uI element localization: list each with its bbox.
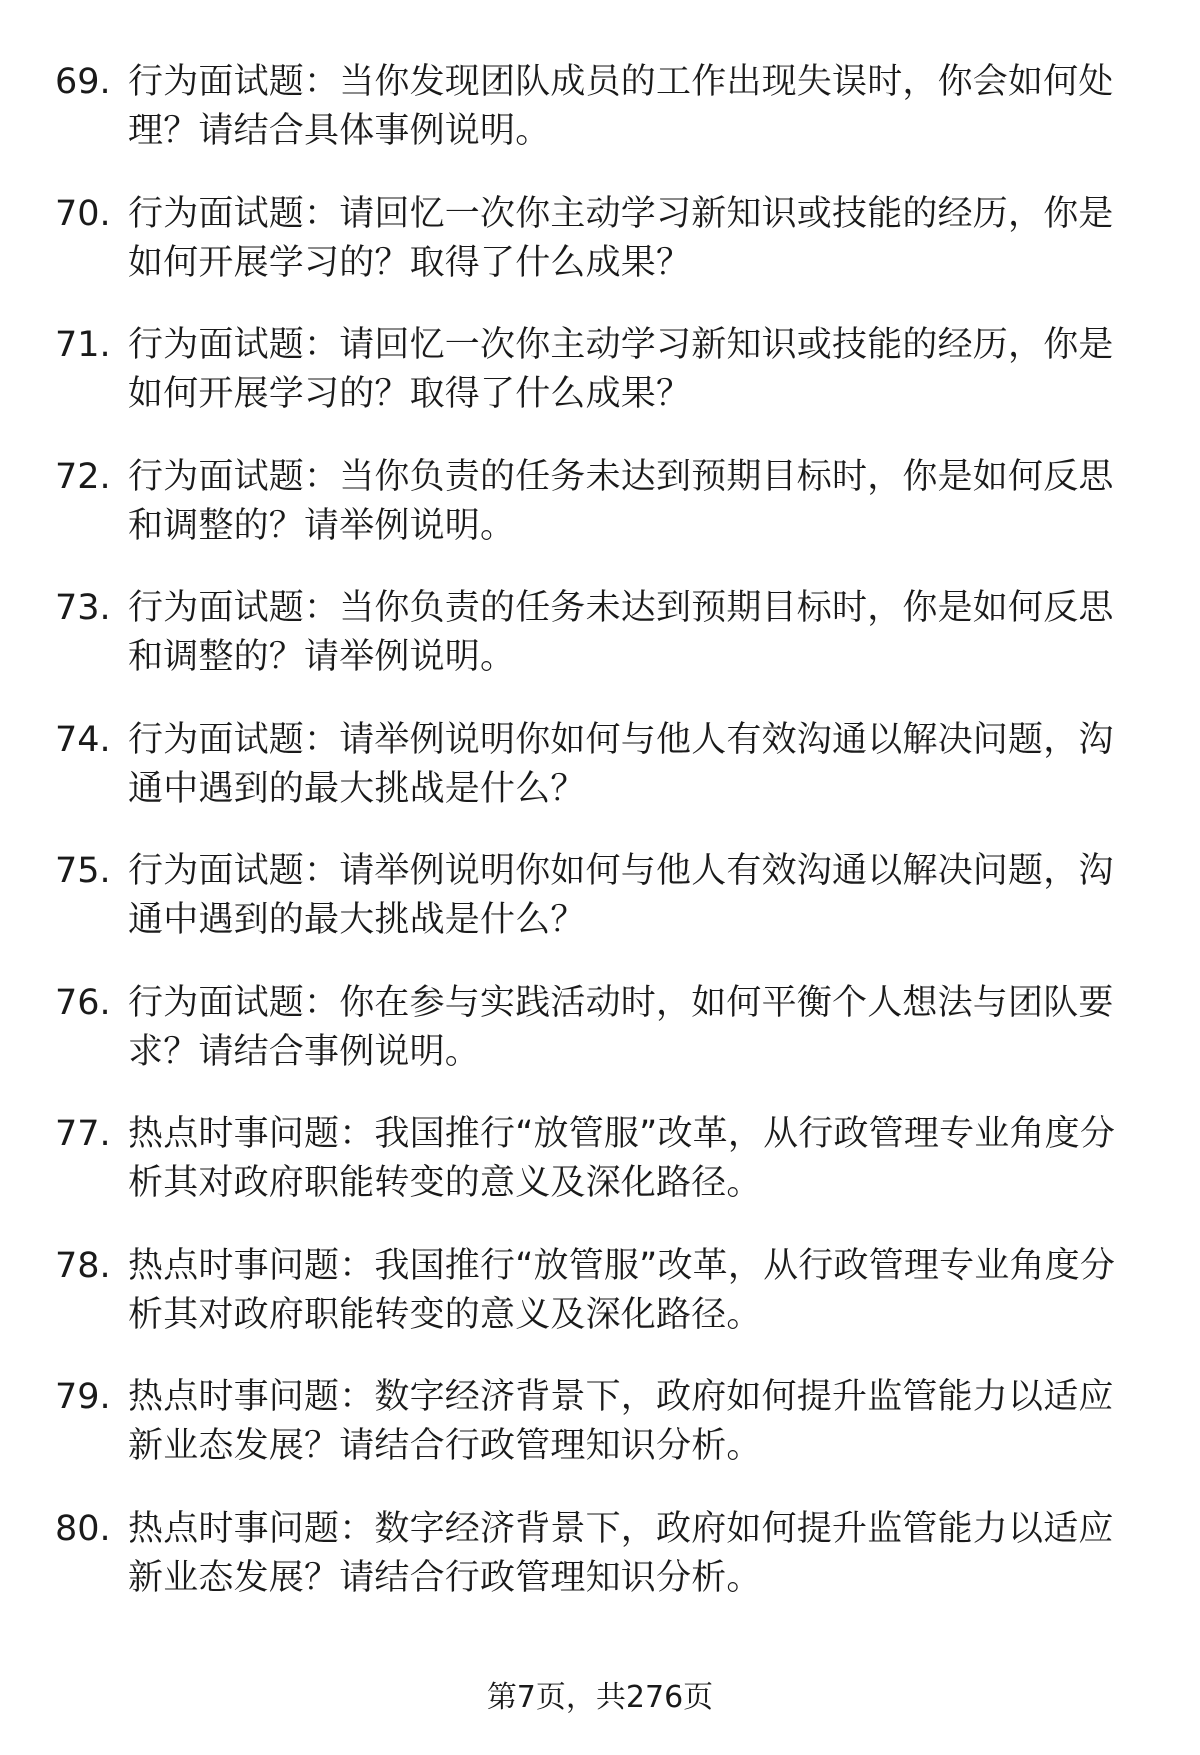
question-text: 行为面试题：当你负责的任务未达到预期目标时，你是如何反思和调整的？请举例说明。: [128, 456, 1114, 546]
question-text: 行为面试题：请回忆一次你主动学习新知识或技能的经历，你是如何开展学习的？取得了什么成果？: [128, 325, 1114, 414]
question-number: 69.: [55, 62, 111, 102]
question-item-69: [0, 58, 1200, 190]
question-number: 74.: [55, 719, 111, 760]
question-item-74: [0, 716, 1200, 848]
question-item-79: [0, 1373, 1200, 1505]
question-text: 行为面试题：你在参与实践活动时，如何平衡个人想法与团队要求？请结合事例说明。: [128, 982, 1114, 1072]
question-item-73: [0, 584, 1200, 716]
question-text: 热点时事问题：我国推行“放管服”改革，从行政管理专业角度分析其对政府职能转变的意义及深化路径。: [128, 1114, 1116, 1203]
question-item-76: [0, 979, 1200, 1111]
question-text: 行为面试题：请举例说明你如何与他人有效沟通以解决问题，沟通中遇到的最大挑战是什么？: [128, 719, 1114, 809]
question-number: 75.: [55, 851, 111, 891]
question-text: 行为面试题：当你发现团队成员的工作出现失误时，你会如何处理？请结合具体事例说明。: [128, 62, 1114, 151]
question-item-80: [0, 1505, 1200, 1637]
question-list: [0, 58, 1200, 1636]
question-item-72: [0, 453, 1200, 585]
question-number: 77.: [55, 1114, 111, 1154]
question-number: 71.: [55, 325, 111, 365]
question-text: 行为面试题：请回忆一次你主动学习新知识或技能的经历，你是如何开展学习的？取得了什么成果？: [128, 193, 1114, 283]
question-text: 行为面试题：当你负责的任务未达到预期目标时，你是如何反思和调整的？请举例说明。: [128, 588, 1114, 677]
question-text: 行为面试题：请举例说明你如何与他人有效沟通以解决问题，沟通中遇到的最大挑战是什么？: [128, 851, 1114, 940]
question-number: 73.: [55, 588, 111, 628]
question-item-70: [0, 190, 1200, 322]
question-item-75: [0, 847, 1200, 979]
question-text: 热点时事问题：我国推行“放管服”改革，从行政管理专业角度分析其对政府职能转变的意义及深化路径。: [128, 1245, 1116, 1335]
question-number: 76.: [55, 982, 111, 1023]
question-number: 79.: [55, 1377, 111, 1417]
page-indicator: 第7页，共276页: [486, 1680, 714, 1715]
question-item-77: [0, 1110, 1200, 1242]
question-item-71: [0, 321, 1200, 453]
question-item-78: [0, 1242, 1200, 1374]
question-number: 78.: [55, 1245, 111, 1286]
question-number: 72.: [55, 456, 111, 497]
question-number: 80.: [55, 1508, 111, 1549]
question-text: 热点时事问题：数字经济背景下，政府如何提升监管能力以适应新业态发展？请结合行政管理知识分析。: [128, 1377, 1114, 1466]
question-text: 热点时事问题：数字经济背景下，政府如何提升监管能力以适应新业态发展？请结合行政管理知识分析。: [128, 1508, 1114, 1598]
question-number: 70.: [55, 193, 111, 234]
